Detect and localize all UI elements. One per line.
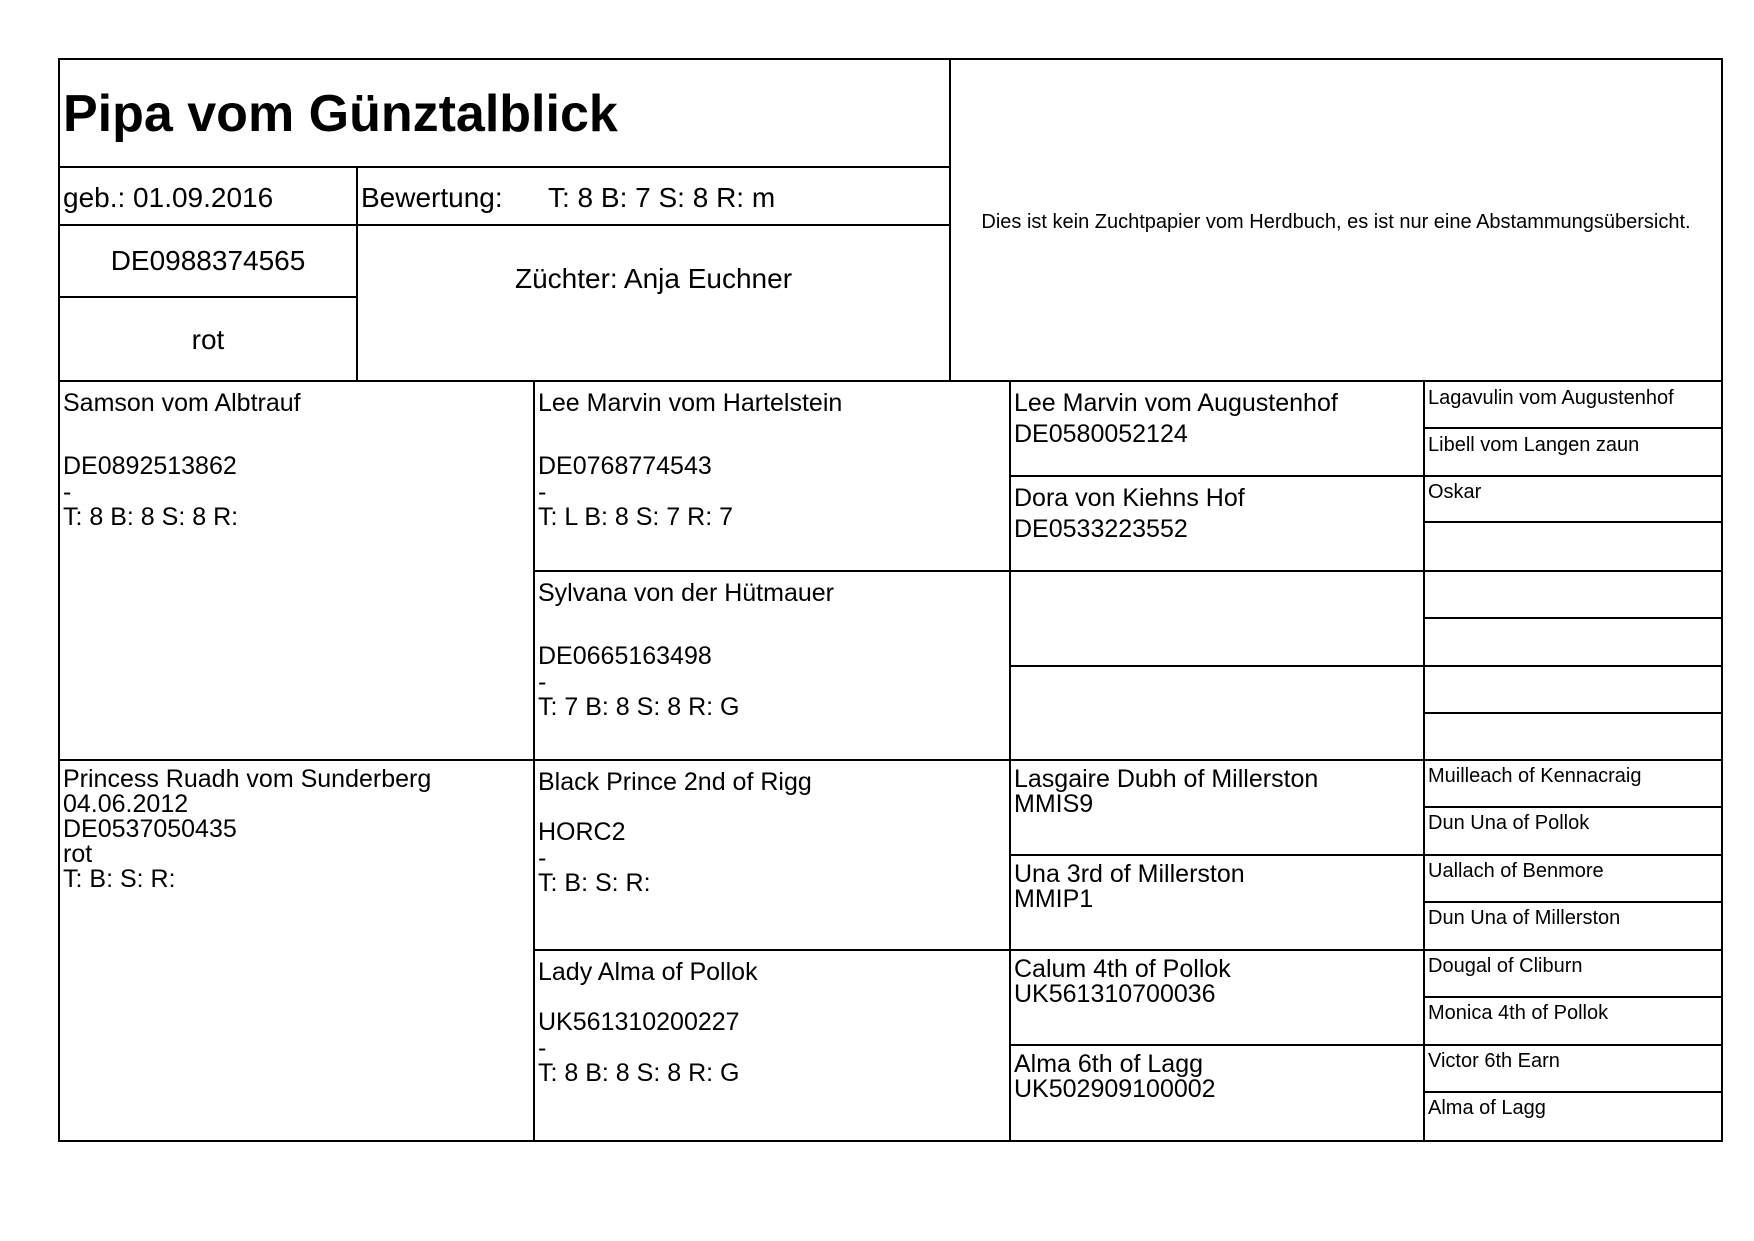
gen2-rating: T: 8 B: 8 S: 8 R: G — [538, 1059, 740, 1087]
gen3-reg: UK502909100002 — [1014, 1075, 1216, 1103]
gen4-name: Dougal of Cliburn — [1428, 955, 1583, 977]
gen3-name: Lee Marvin vom Augustenhof — [1014, 389, 1338, 417]
dam-rating: T: B: S: R: — [63, 865, 176, 893]
gen3-cell-5 — [1009, 759, 1425, 856]
dam-name: Princess Ruadh vom Sunderberg — [63, 765, 432, 793]
animal-name: Pipa vom Günztalblick — [63, 85, 618, 143]
gen2-reg: DE0665163498 — [538, 642, 712, 670]
gen2-cell-2 — [533, 570, 1011, 761]
gen4-name: Victor 6th Earn — [1428, 1050, 1560, 1072]
disclaimer-cell — [949, 58, 1723, 382]
gen2-info-4 — [538, 957, 758, 1089]
gen2-name: Lady Alma of Pollok — [538, 958, 758, 986]
gen4-name: Muilleach of Kennacraig — [1428, 765, 1642, 787]
gen2-rating: T: 7 B: 8 S: 8 R: G — [538, 693, 740, 721]
sire-rating: T: 8 B: 8 S: 8 R: — [63, 503, 239, 531]
gen3-cell-2 — [1009, 475, 1425, 572]
gen4-name: Dun Una of Pollok — [1428, 812, 1590, 834]
gen3-info-2 — [1014, 483, 1245, 545]
dam-reg: DE0537050435 — [63, 815, 237, 843]
breeder: Züchter: Anja Euchner — [514, 263, 793, 294]
gen3-reg: UK561310700036 — [1014, 980, 1216, 1008]
gen3-info-8 — [1014, 1052, 1216, 1102]
gen4-cell-15 — [1423, 1044, 1723, 1093]
gen2-rating: T: L B: 8 S: 7 R: 7 — [538, 503, 733, 531]
gen4-name: Libell vom Langen zaun — [1428, 434, 1640, 456]
gen3-name: Lasgaire Dubh of Millerston — [1014, 765, 1319, 793]
gen4-cell-2 — [1423, 427, 1723, 477]
gen3-reg: MMIP1 — [1014, 885, 1094, 913]
gen4-cell-6 — [1423, 617, 1723, 667]
birth-cell — [58, 166, 358, 226]
gen4-cell-8 — [1423, 712, 1723, 761]
gen4-cell-4 — [1423, 521, 1723, 572]
gen3-cell-4 — [1009, 665, 1425, 761]
gen4-cell-11 — [1423, 854, 1723, 903]
sire-cell — [58, 380, 535, 761]
gen4-cell-13 — [1423, 949, 1723, 998]
gen3-name: Dora von Kiehns Hof — [1014, 484, 1245, 512]
rating-cell — [356, 166, 951, 226]
gen4-name: Uallach of Benmore — [1428, 860, 1604, 882]
gen2-info-1 — [538, 388, 842, 533]
gen4-cell-1 — [1423, 380, 1723, 429]
gen2-dash: - — [538, 844, 547, 872]
gen2-name: Sylvana von der Hütmauer — [538, 579, 834, 607]
gen3-cell-8 — [1009, 1044, 1425, 1142]
gen2-reg: DE0768774543 — [538, 452, 712, 480]
gen3-reg: DE0580052124 — [1014, 420, 1188, 448]
gen2-cell-1 — [533, 380, 1011, 572]
gen3-info-1 — [1014, 388, 1338, 450]
gen3-reg: MMIS9 — [1014, 790, 1094, 818]
gen4-cell-16 — [1423, 1091, 1723, 1142]
gen2-name: Black Prince 2nd of Rigg — [538, 768, 812, 796]
gen3-cell-7 — [1009, 949, 1425, 1046]
gen4-cell-12 — [1423, 901, 1723, 951]
reg-number: DE0988374565 — [110, 245, 306, 276]
gen4-cell-10 — [1423, 806, 1723, 856]
dam-date: 04.06.2012 — [63, 790, 189, 818]
gen4-name: Lagavulin vom Augustenhof — [1428, 387, 1674, 409]
disclaimer-text: Dies ist kein Zuchtpapier vom Herdbuch, es ist nur eine Abstammungsübersicht. — [981, 211, 1691, 233]
gen3-cell-1 — [1009, 380, 1425, 477]
gen4-cell-3 — [1423, 475, 1723, 523]
dam-info — [63, 767, 431, 892]
title-cell — [58, 58, 951, 168]
gen3-name: Calum 4th of Pollok — [1014, 955, 1231, 983]
reg-number-cell — [58, 224, 358, 298]
sire-name: Samson vom Albtrauf — [63, 389, 301, 417]
gen2-dash: - — [538, 1034, 547, 1062]
gen2-rating: T: B: S: R: — [538, 869, 651, 897]
gen2-info-3 — [538, 767, 812, 899]
gen2-dash: - — [538, 668, 547, 696]
color-cell — [58, 296, 358, 382]
gen3-cell-3 — [1009, 570, 1425, 667]
birth-date: geb.: 01.09.2016 — [63, 182, 274, 213]
rating-value: T: 8 B: 7 S: 8 R: m — [548, 182, 776, 213]
gen2-reg: HORC2 — [538, 818, 626, 846]
gen4-cell-9 — [1423, 759, 1723, 808]
coat-color: rot — [191, 324, 225, 355]
gen4-name: Dun Una of Millerston — [1428, 907, 1621, 929]
gen2-name: Lee Marvin vom Hartelstein — [538, 389, 843, 417]
gen3-reg: DE0533223552 — [1014, 515, 1188, 543]
gen3-info-5 — [1014, 767, 1318, 817]
sire-info — [63, 388, 301, 533]
gen3-info-7 — [1014, 957, 1231, 1007]
gen2-dash: - — [538, 478, 547, 506]
gen2-cell-3 — [533, 759, 1011, 951]
sire-dash: - — [63, 478, 72, 506]
gen4-cell-5 — [1423, 570, 1723, 619]
gen4-name: Monica 4th of Pollok — [1428, 1002, 1609, 1024]
gen3-cell-6 — [1009, 854, 1425, 951]
gen2-reg: UK561310200227 — [538, 1008, 740, 1036]
gen3-name: Una 3rd of Millerston — [1014, 860, 1245, 888]
sire-reg: DE0892513862 — [63, 452, 237, 480]
dam-color: rot — [63, 840, 93, 868]
gen4-name: Oskar — [1428, 481, 1482, 503]
gen4-cell-14 — [1423, 996, 1723, 1046]
gen4-cell-7 — [1423, 665, 1723, 714]
gen3-info-6 — [1014, 862, 1245, 912]
rating-label: Bewertung: — [361, 182, 503, 213]
gen2-cell-4 — [533, 949, 1011, 1142]
gen2-info-2 — [538, 578, 834, 723]
dam-cell — [58, 759, 535, 1142]
gen4-name: Alma of Lagg — [1428, 1097, 1546, 1119]
gen3-name: Alma 6th of Lagg — [1014, 1050, 1204, 1078]
breeder-cell — [356, 224, 951, 382]
